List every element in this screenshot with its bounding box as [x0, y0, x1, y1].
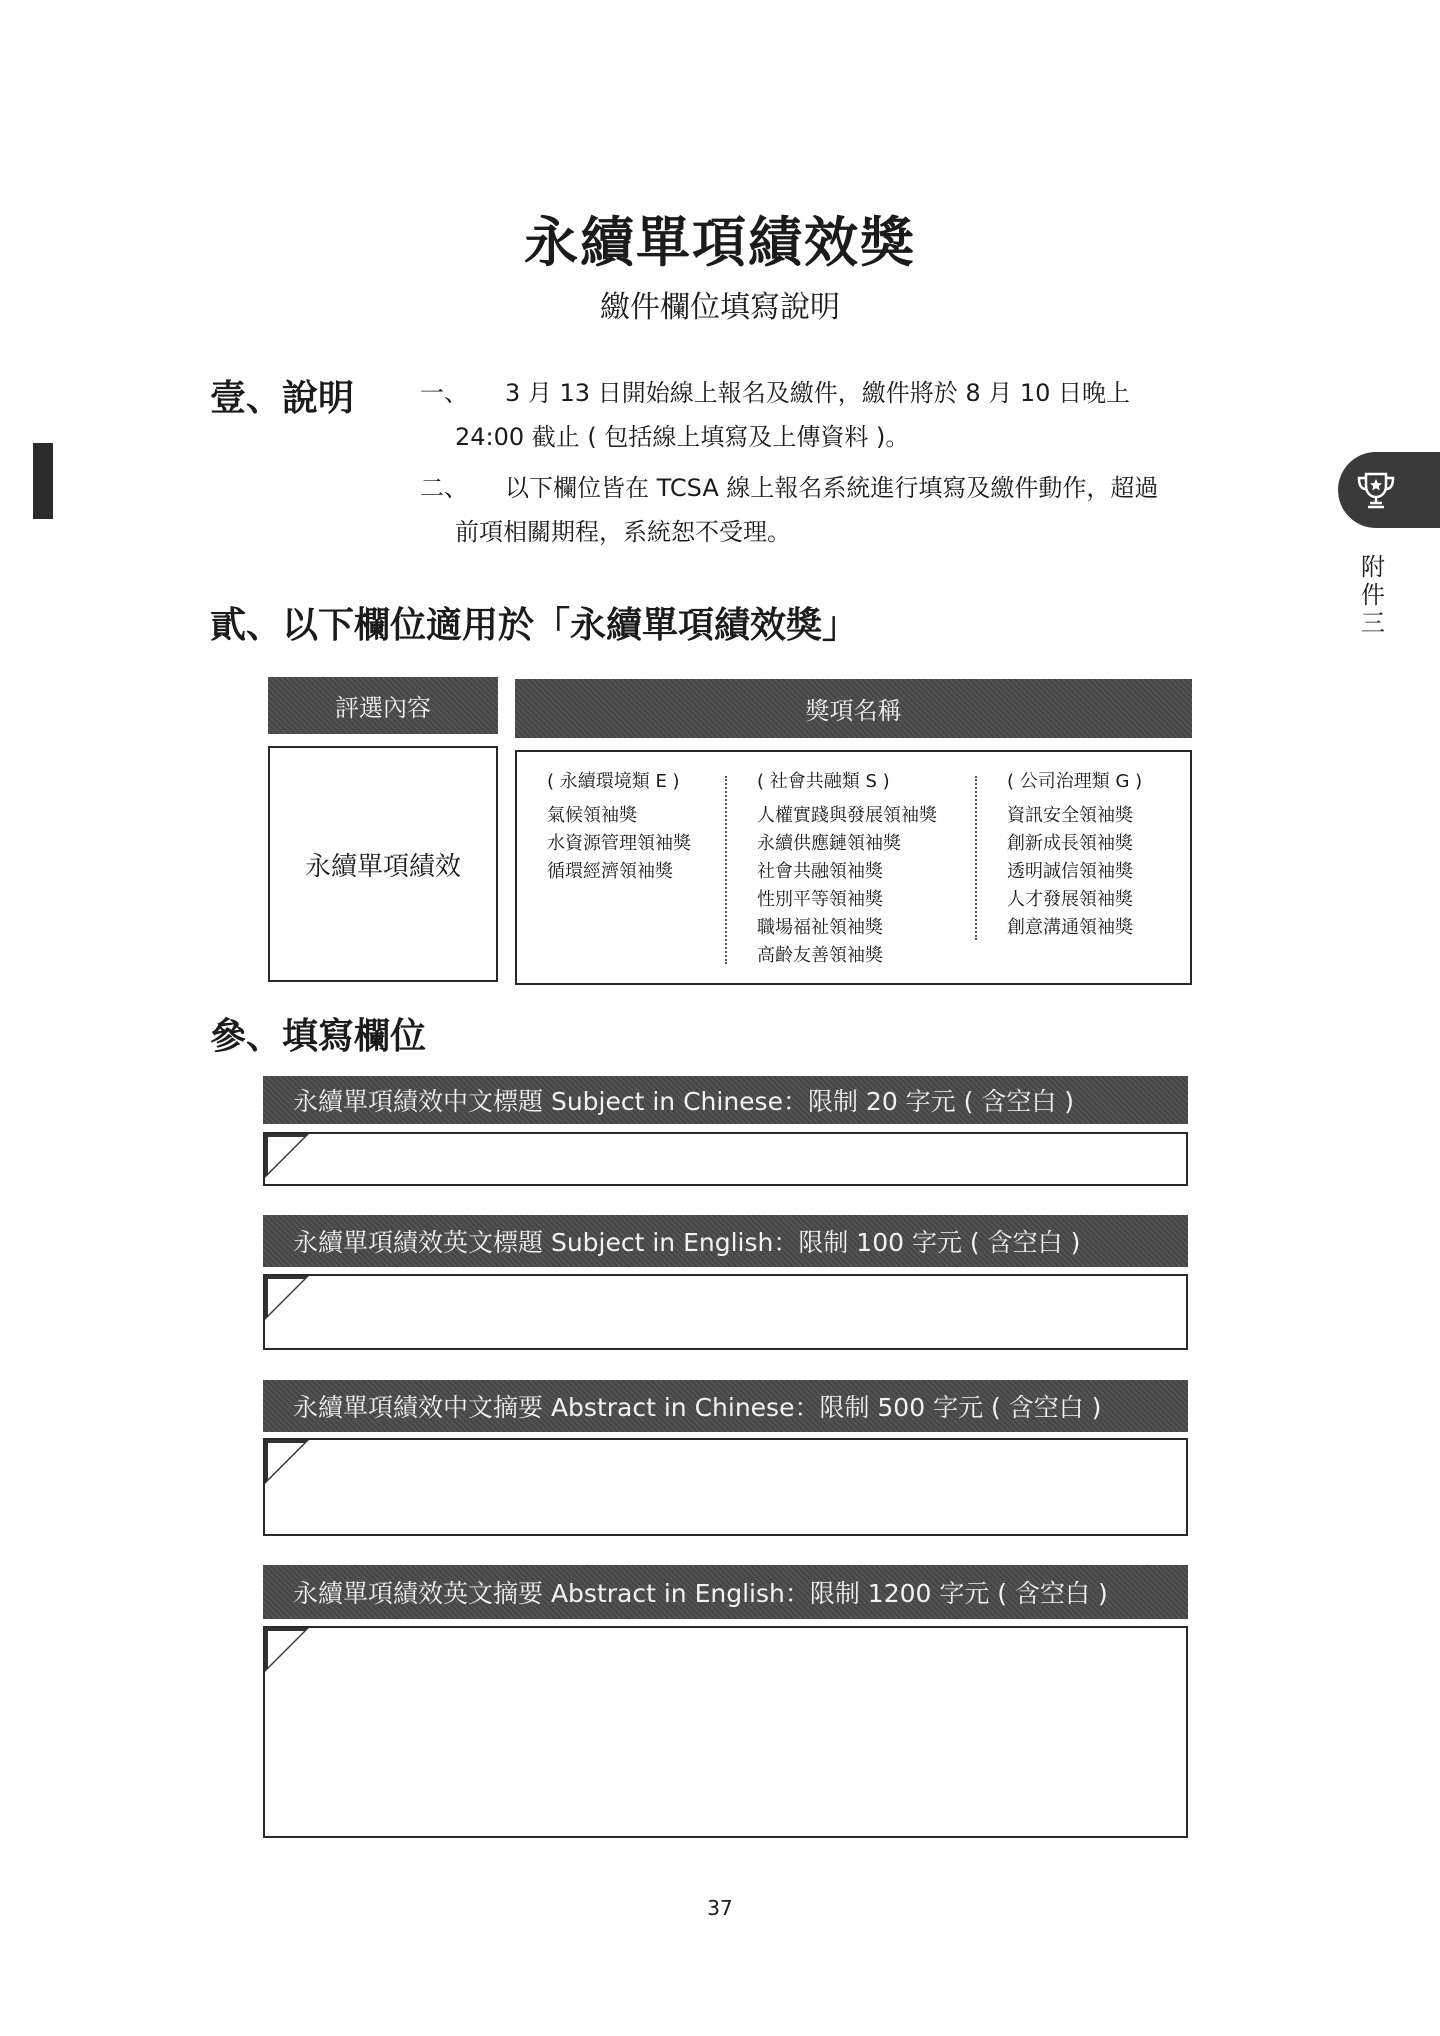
award-item: 人才發展領袖獎 — [1007, 889, 1133, 910]
award-item: 水資源管理領袖獎 — [547, 833, 691, 854]
table-header-criteria: 評選內容 — [268, 677, 498, 734]
award-item: 永續供應鏈領袖獎 — [757, 833, 901, 854]
field-label-subject-chinese: 永續單項績效中文標題 Subject in Chinese：限制 20 字元 ( 含空白 ) — [263, 1076, 1188, 1124]
page-subtitle: 繳件欄位填寫說明 — [600, 290, 840, 325]
appendix-label: 附件三 — [1361, 553, 1385, 637]
table-row-label: 永續單項績效 — [268, 746, 498, 982]
award-item: 創意溝通領袖獎 — [1007, 917, 1133, 938]
field-label-abstract-chinese: 永續單項績效中文摘要 Abstract in Chinese：限制 500 字元 ( 含空白 ) — [263, 1380, 1188, 1432]
table-header-award: 獎項名稱 — [515, 679, 1192, 738]
award-column-title: ( 永續環境類 E ) — [547, 771, 680, 792]
award-item: 透明誠信領袖獎 — [1007, 861, 1133, 882]
item2-line2: 前項相關期程，系統恕不受理。 — [455, 518, 791, 546]
column-divider — [975, 776, 977, 940]
item2-line1: 以下欄位皆在 TCSA 線上報名系統進行填寫及繳件動作，超過 — [505, 474, 1159, 502]
award-item: 職場福祉領袖獎 — [757, 917, 883, 938]
award-column-title: ( 社會共融類 S ) — [757, 771, 890, 792]
abstract-english-input[interactable] — [263, 1626, 1188, 1838]
award-item: 氣候領袖獎 — [547, 805, 637, 826]
margin-bar — [33, 443, 53, 519]
award-item: 循環經濟領袖獎 — [547, 861, 673, 882]
item1-line2: 24:00 截止 ( 包括線上填寫及上傳資料 )。 — [455, 423, 910, 451]
award-column-title: ( 公司治理類 G ) — [1007, 771, 1143, 792]
abstract-chinese-input[interactable] — [263, 1438, 1188, 1536]
field-label-abstract-english: 永續單項績效英文摘要 Abstract in English：限制 1200 字元 ( 含空白 ) — [263, 1565, 1188, 1619]
trophy-icon — [1352, 466, 1400, 514]
award-item: 性別平等領袖獎 — [757, 889, 883, 910]
column-divider — [725, 776, 727, 964]
field-label-subject-english: 永續單項績效英文標題 Subject in English：限制 100 字元 ( 含空白 ) — [263, 1215, 1188, 1267]
page-number: 37 — [707, 1896, 733, 1920]
award-item: 社會共融領袖獎 — [757, 861, 883, 882]
item1-number: 一、 — [420, 379, 468, 407]
award-list-box — [515, 750, 1192, 985]
award-column-social — [757, 768, 937, 970]
subject-english-input[interactable] — [263, 1274, 1188, 1350]
section3-heading: 參、填寫欄位 — [210, 1016, 427, 1057]
award-item: 創新成長領袖獎 — [1007, 833, 1133, 854]
award-column-governance — [1007, 768, 1142, 942]
item2-number: 二、 — [420, 474, 468, 502]
subject-chinese-input[interactable] — [263, 1132, 1188, 1186]
item1-line1: 3 月 13 日開始線上報名及繳件，繳件將於 8 月 10 日晚上 — [505, 379, 1131, 407]
section2-heading: 貳、以下欄位適用於「永續單項績效獎」 — [210, 605, 859, 646]
page-title: 永續單項績效獎 — [524, 211, 916, 274]
award-item: 資訊安全領袖獎 — [1007, 805, 1133, 826]
award-column-environment — [547, 768, 691, 886]
award-item: 高齡友善領袖獎 — [757, 945, 883, 966]
award-item: 人權實踐與發展領袖獎 — [757, 805, 937, 826]
section1-heading: 壹、說明 — [210, 378, 355, 419]
